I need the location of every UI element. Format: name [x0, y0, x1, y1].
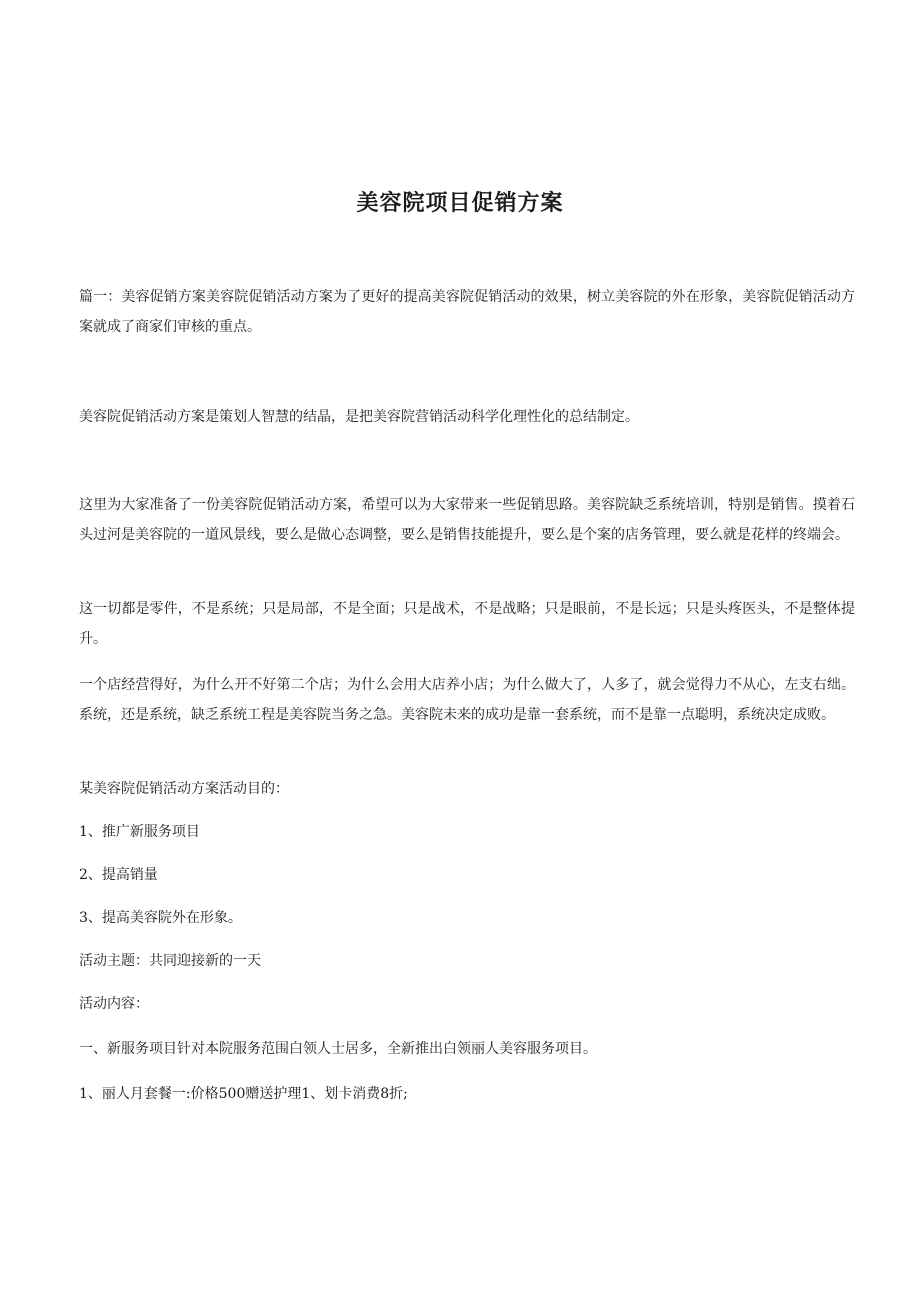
paragraph-theme: 活动主题：共同迎接新的一天: [79, 953, 261, 969]
paragraph-content-heading: 活动内容：: [79, 996, 149, 1012]
list-item-goal-1: 1、推广新服务项目: [79, 824, 200, 840]
list-item-package-1: 1、丽人月套餐一:价格500赠送护理1、划卡消费8折;: [79, 1086, 408, 1102]
paragraph-intro: 篇一：美容促销方案美容院促销活动方案为了更好的提高美容院促销活动的效果，树立美容院的外在形象，美容院促销活动方案就成了商家们审核的重点。: [79, 289, 855, 335]
list-item-goal-2: 2、提高销量: [79, 867, 158, 883]
paragraph-system: 一个店经营得好，为什么开不好第二个店；为什么会用大店养小店；为什么做大了，人多了，就会觉得力不从心，左支右绌。系统，还是系统，缺乏系统工程是美容院当务之急。美容院未来的成功是靠一套系统，而不是靠一点聪明，系统决定成败。: [79, 677, 855, 723]
page-title: 美容院项目促销方案: [356, 191, 564, 216]
paragraph-goal-heading: 某美容院促销活动方案活动目的：: [79, 781, 289, 797]
paragraph-new-service: 一、新服务项目针对本院服务范围白领人士居多，全新推出白领丽人美容服务项目。: [79, 1041, 597, 1057]
paragraph-parts: 这一切都是零件，不是系统；只是局部，不是全面；只是战术，不是战略；只是眼前，不是长远；只是头疼医头，不是整体提升。: [79, 601, 855, 647]
paragraph-summary: 美容院促销活动方案是策划人智慧的结晶，是把美容院营销活动科学化理性化的总结制定。: [79, 409, 639, 425]
list-item-goal-3: 3、提高美容院外在形象。: [79, 910, 242, 926]
paragraph-preparation: 这里为大家准备了一份美容院促销活动方案，希望可以为大家带来一些促销思路。美容院缺乏系统培训，特别是销售。摸着石头过河是美容院的一道风景线，要么是做心态调整，要么是销售技能提升，要么是个案的店务管理，要么就是花样的终端会。: [79, 497, 855, 543]
